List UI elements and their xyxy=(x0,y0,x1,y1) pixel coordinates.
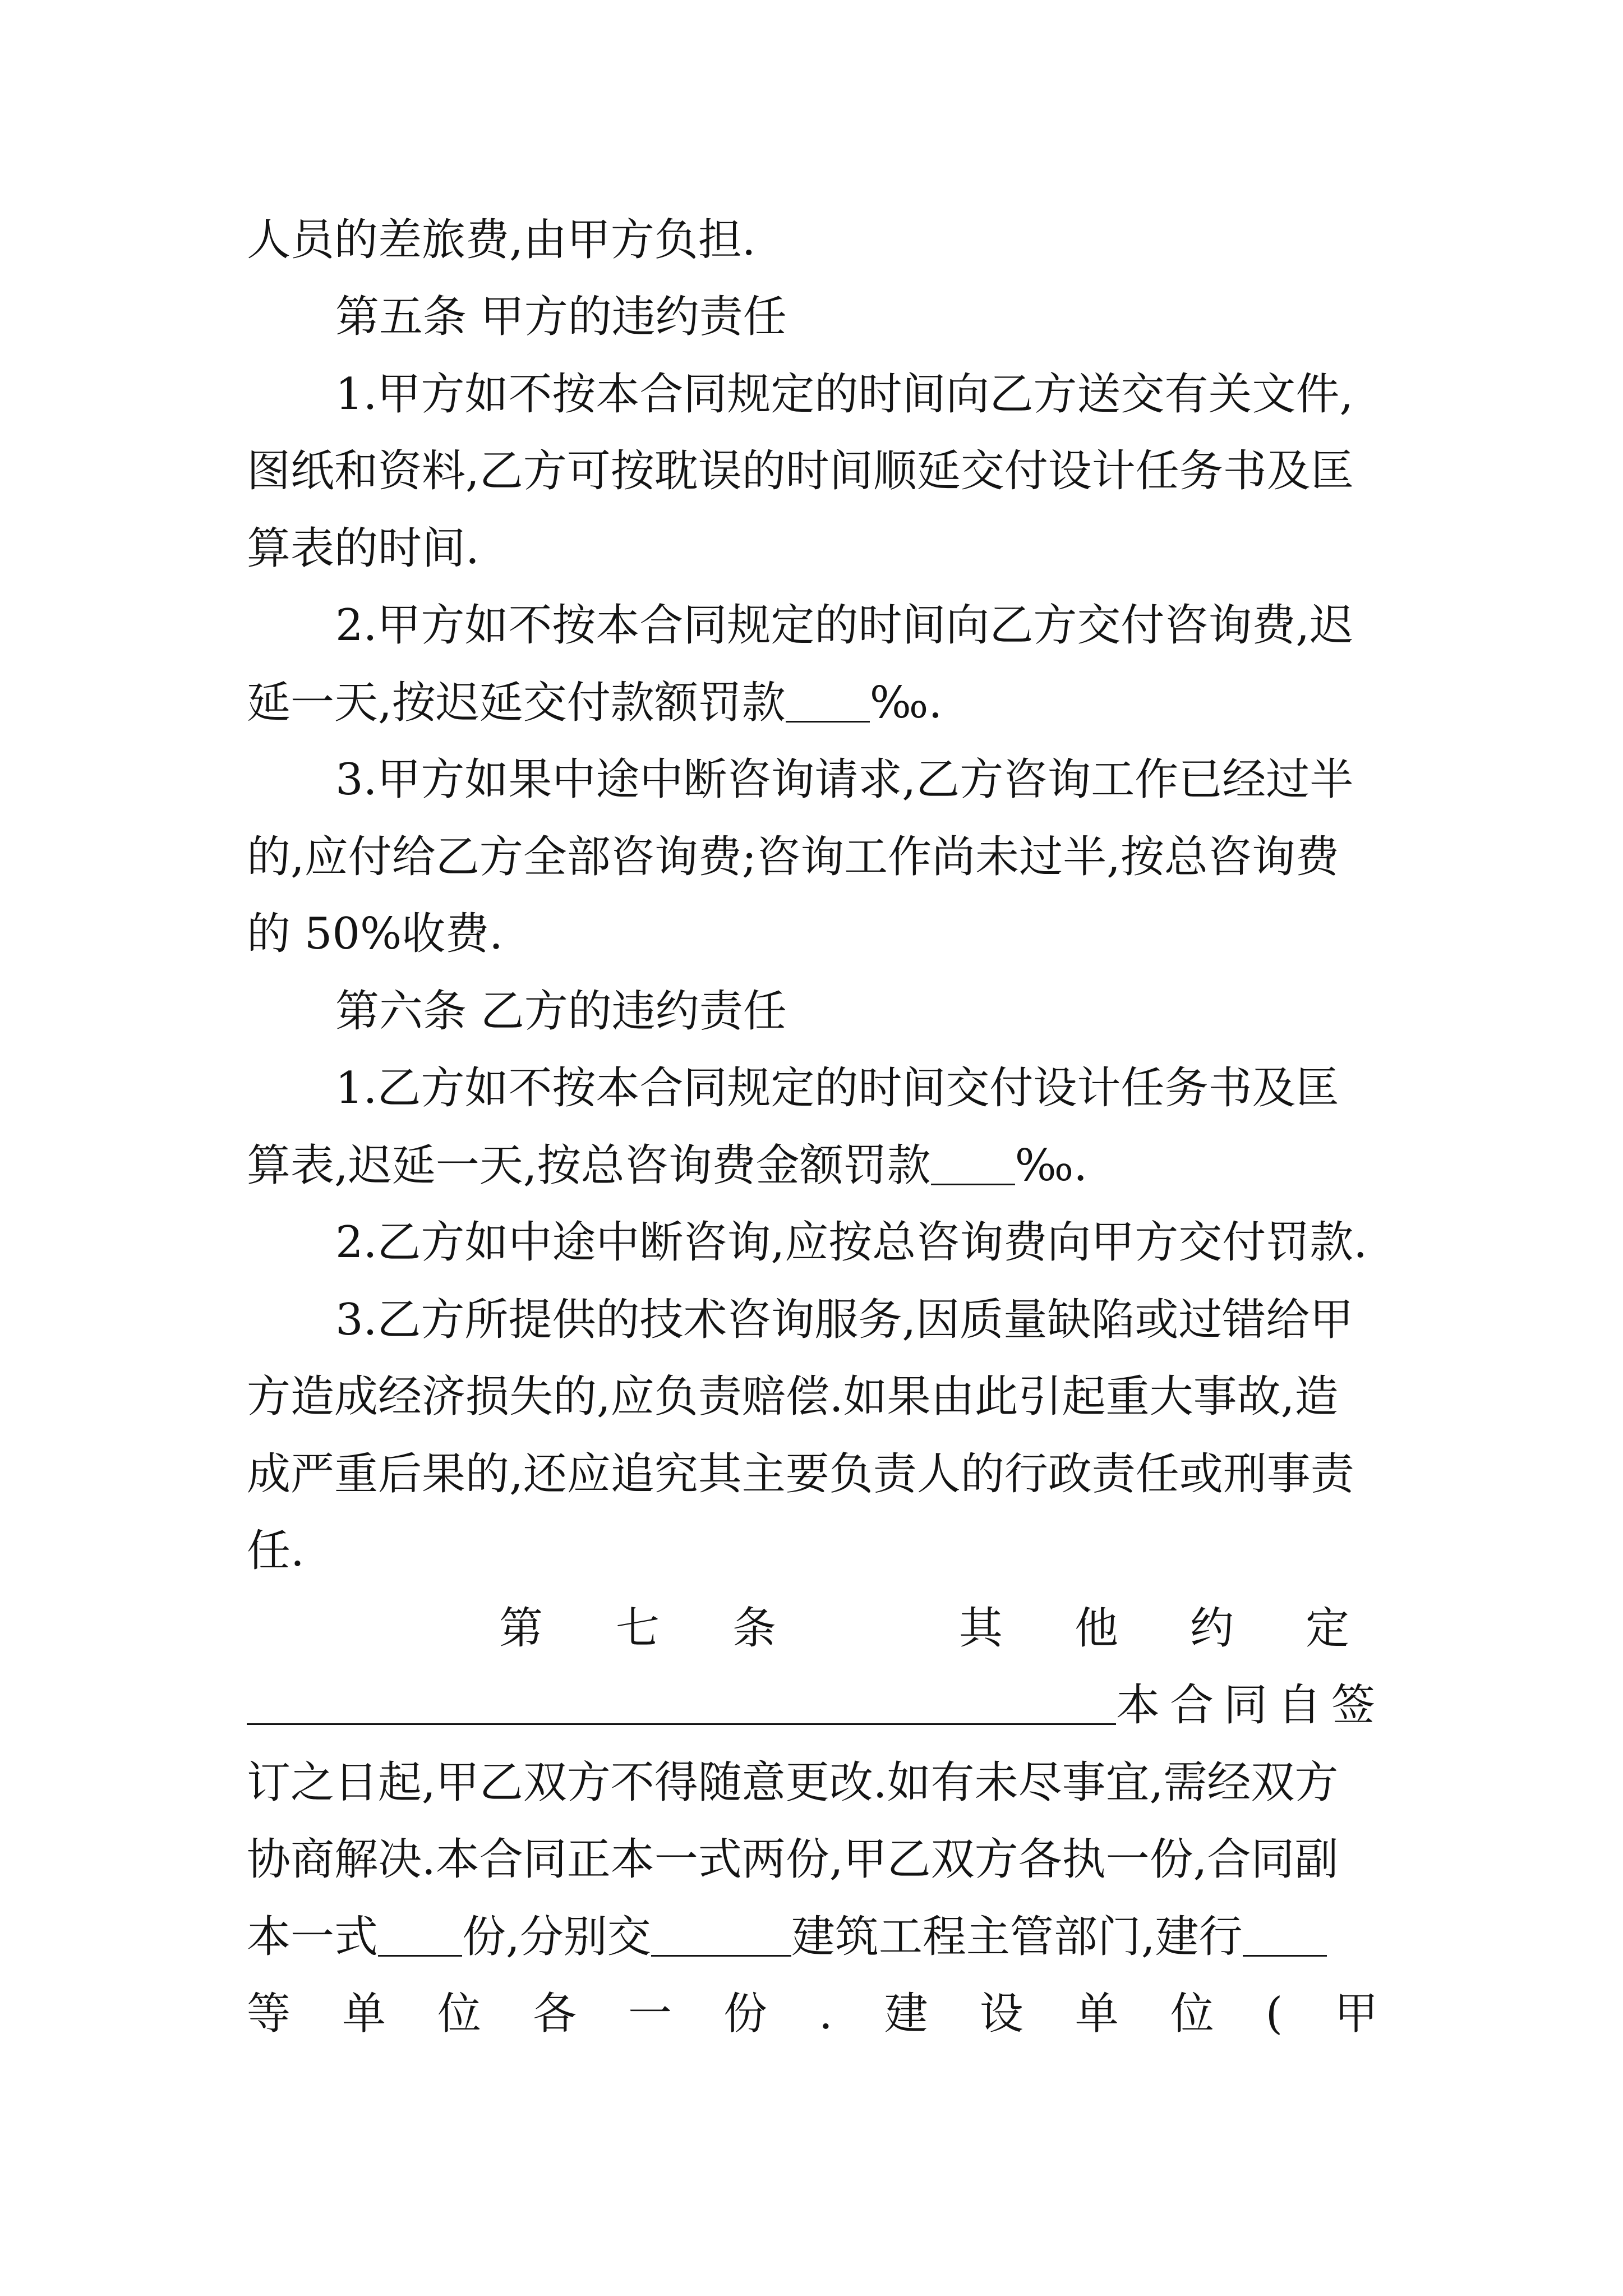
text-line: 2.甲方如不按本合同规定的时间向乙方交付咨询费,迟 xyxy=(335,600,1354,651)
text-segment: 本合同自签 xyxy=(1115,1680,1385,1731)
blank-underline xyxy=(786,675,870,723)
text-line: 等单位各一份.建设单位(甲 xyxy=(247,1989,1430,2039)
text-line xyxy=(247,1909,1385,1965)
text-segment: 建筑工程主管部门,建行 xyxy=(791,1912,1243,1962)
text-segment: 延一天,按迟延交付款额罚款 xyxy=(247,678,786,728)
text-line: 的,应付给乙方全部咨询费;咨询工作尚未过半,按总咨询费 xyxy=(247,832,1339,882)
text-line: 2.乙方如中途中断咨询,应按总咨询费向甲方交付罚款. xyxy=(335,1217,1368,1268)
text-line xyxy=(247,1677,1385,1733)
blank-underline xyxy=(247,1677,1116,1725)
text-line xyxy=(247,1138,1385,1194)
article-number: 第七条 xyxy=(499,1603,850,1654)
text-segment: 份,分别交 xyxy=(462,1912,651,1962)
text-line: 人员的差旅费,由甲方负担. xyxy=(247,215,756,265)
text-line: 成严重后果的,还应追究其主要负责人的行政责任或刑事责 xyxy=(247,1449,1354,1499)
text-line: 3.甲方如果中途中断咨询请求,乙方咨询工作已经过半 xyxy=(335,754,1354,805)
text-line: 1.乙方如不按本合同规定的时间交付设计任务书及匡 xyxy=(335,1063,1340,1114)
text-line: 订之日起,甲乙双方不得随意更改.如有未尽事宜,需经双方 xyxy=(247,1757,1339,1808)
text-line: 图纸和资料,乙方可按耽误的时间顺延交付设计任务书及匡 xyxy=(247,446,1354,496)
text-line: 算表的时间. xyxy=(247,523,479,574)
text-line: 协商解决.本合同正本一式两份,甲乙双方各执一份,合同副 xyxy=(247,1834,1339,1885)
section-heading xyxy=(499,1600,1422,1657)
blank-underline xyxy=(651,1909,791,1957)
article-title: 其他约定 xyxy=(959,1603,1422,1654)
text-line: 1.甲方如不按本合同规定的时间向乙方送交有关文件, xyxy=(335,369,1354,420)
text-line: 3.乙方所提供的技术咨询服务,因质量缺陷或过错给甲 xyxy=(335,1295,1354,1345)
section-heading: 第五条 甲方的违约责任 xyxy=(335,292,787,342)
section-heading: 第六条 乙方的违约责任 xyxy=(335,986,787,1037)
text-segment: 本一式 xyxy=(247,1912,379,1962)
blank-underline xyxy=(378,1909,462,1957)
text-segment: ‰. xyxy=(1015,1140,1088,1191)
text-line: 任. xyxy=(247,1526,305,1576)
text-segment: ‰. xyxy=(869,678,943,728)
blank-underline xyxy=(1243,1909,1327,1957)
blank-underline xyxy=(931,1138,1015,1185)
text-line xyxy=(247,675,1385,731)
text-segment: 算表,迟延一天,按总咨询费金额罚款 xyxy=(247,1140,931,1191)
text-line: 的 50%收费. xyxy=(247,909,503,959)
text-line: 方造成经济损失的,应负责赔偿.如果由此引起重大事故,造 xyxy=(247,1372,1339,1422)
